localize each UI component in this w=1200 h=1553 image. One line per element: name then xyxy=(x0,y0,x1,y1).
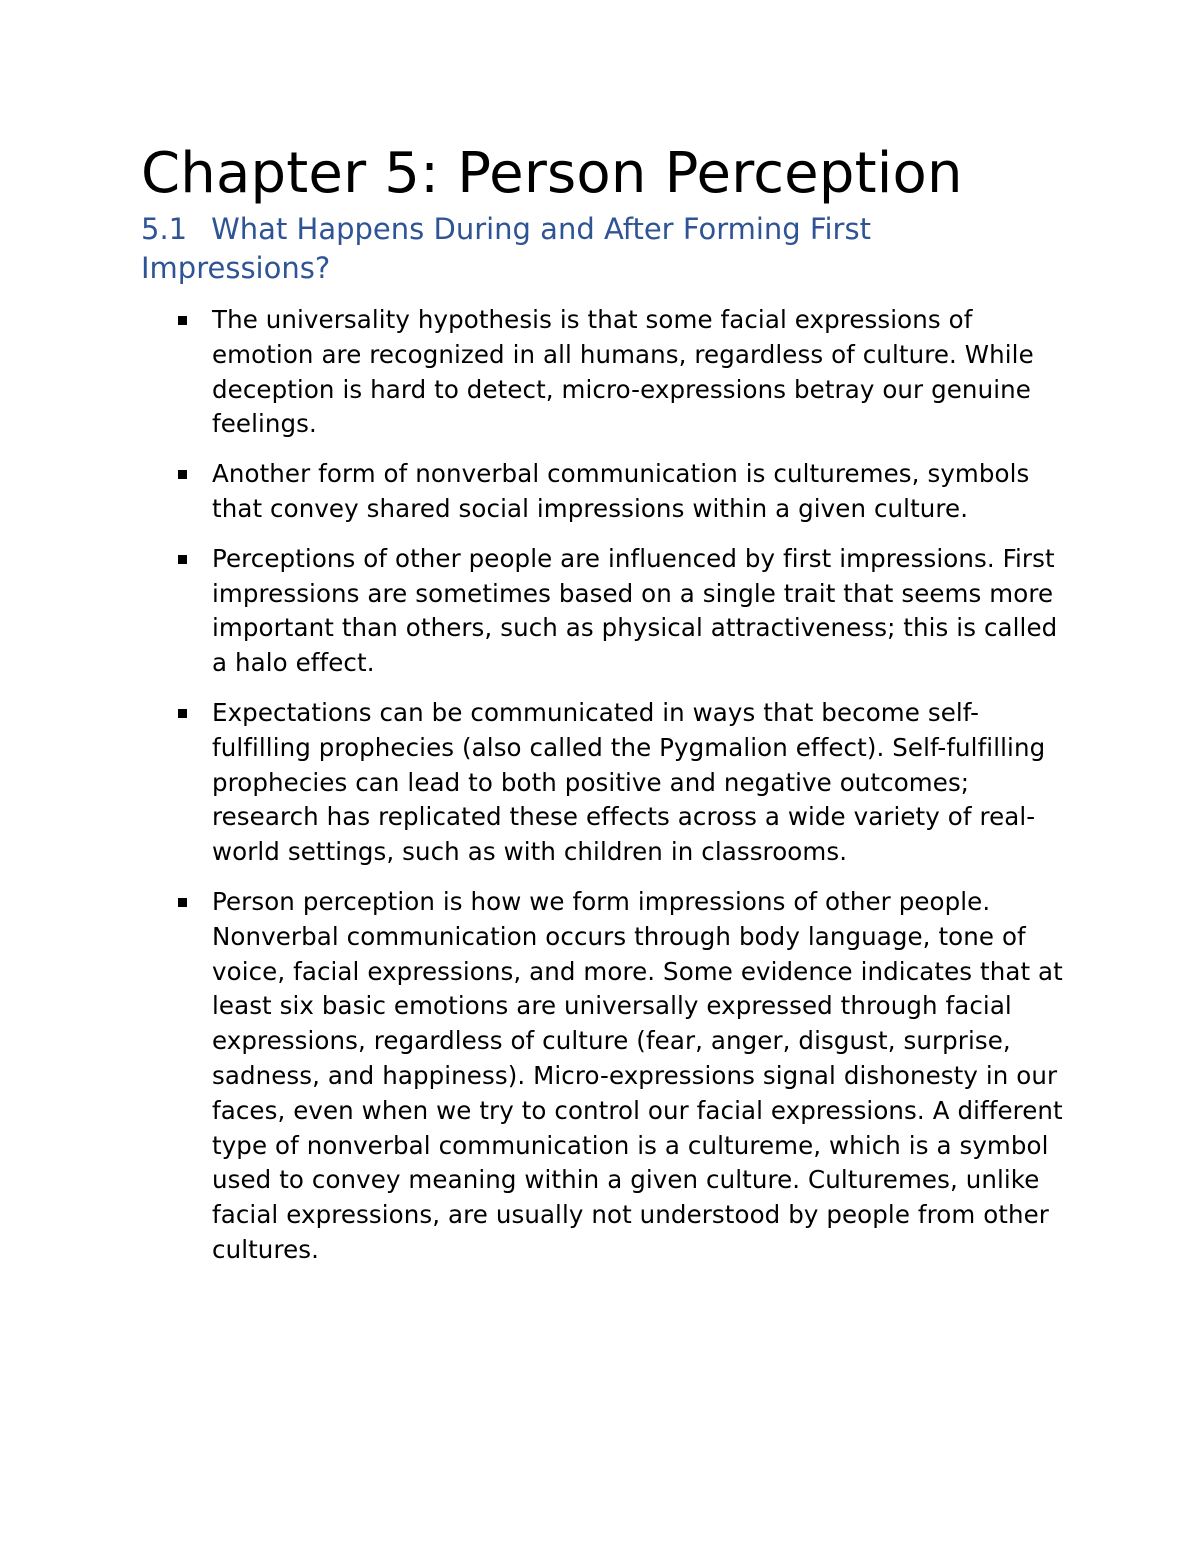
bullet-item-4 xyxy=(176,696,1076,870)
bullet-text: Perceptions of other people are influenced by first impressions. First impressions are sometimes based on a single trait that seems more important than others, such as physical attractiveness; this is called a halo effect. xyxy=(212,543,1058,678)
section-title: What Happens During and After Forming First Impressions? xyxy=(141,212,871,285)
bullet-text: Expectations can be communicated in ways that become self-fulfilling prophecies (also called the Pygmalion effect). Self-fulfilling prophecies can lead to both positive and negative outcomes; research has replicated these effects across a wide variety of real-world settings, such as with children in classrooms. xyxy=(212,697,1046,867)
bullet-text: The universality hypothesis is that some facial expressions of emotion are recognized in all humans, regardless of culture. While deception is hard to detect, micro-expressions betray our genuine feelings. xyxy=(212,305,1034,439)
section-heading xyxy=(141,210,961,288)
square-bullet-icon xyxy=(178,709,187,718)
bullet-item-3 xyxy=(176,542,1076,681)
bullet-item-2 xyxy=(176,457,1076,527)
square-bullet-icon xyxy=(178,555,187,564)
bullet-text: Person perception is how we form impressions of other people. Nonverbal communication occurs through body language, tone of voice, facial expressions, and more. Some evidence indicates that at least six basic emotions are universally expressed through facial expressions, regardless of culture (fear, anger, disgust, surprise, sadness, and happiness). Micro-expressions signal dishonesty in our faces, even when we try to control our facial expressions. A different type of nonverbal communication is a cultureme, which is a symbol used to convey meaning within a given culture. Culturemes, unlike facial expressions, are usually not understood by people from other cultures. xyxy=(212,886,1063,1264)
square-bullet-icon xyxy=(178,470,187,479)
section-number: 5.1 xyxy=(141,212,188,246)
square-bullet-icon xyxy=(178,898,187,907)
bullet-item-5 xyxy=(176,885,1076,1268)
bullet-list xyxy=(176,303,1076,1283)
chapter-title: Chapter 5: Person Perception xyxy=(141,141,963,206)
square-bullet-icon xyxy=(178,316,187,325)
bullet-item-1 xyxy=(176,303,1076,442)
bullet-text: Another form of nonverbal communication is culturemes, symbols that convey shared social impressions within a given culture. xyxy=(212,459,1030,523)
